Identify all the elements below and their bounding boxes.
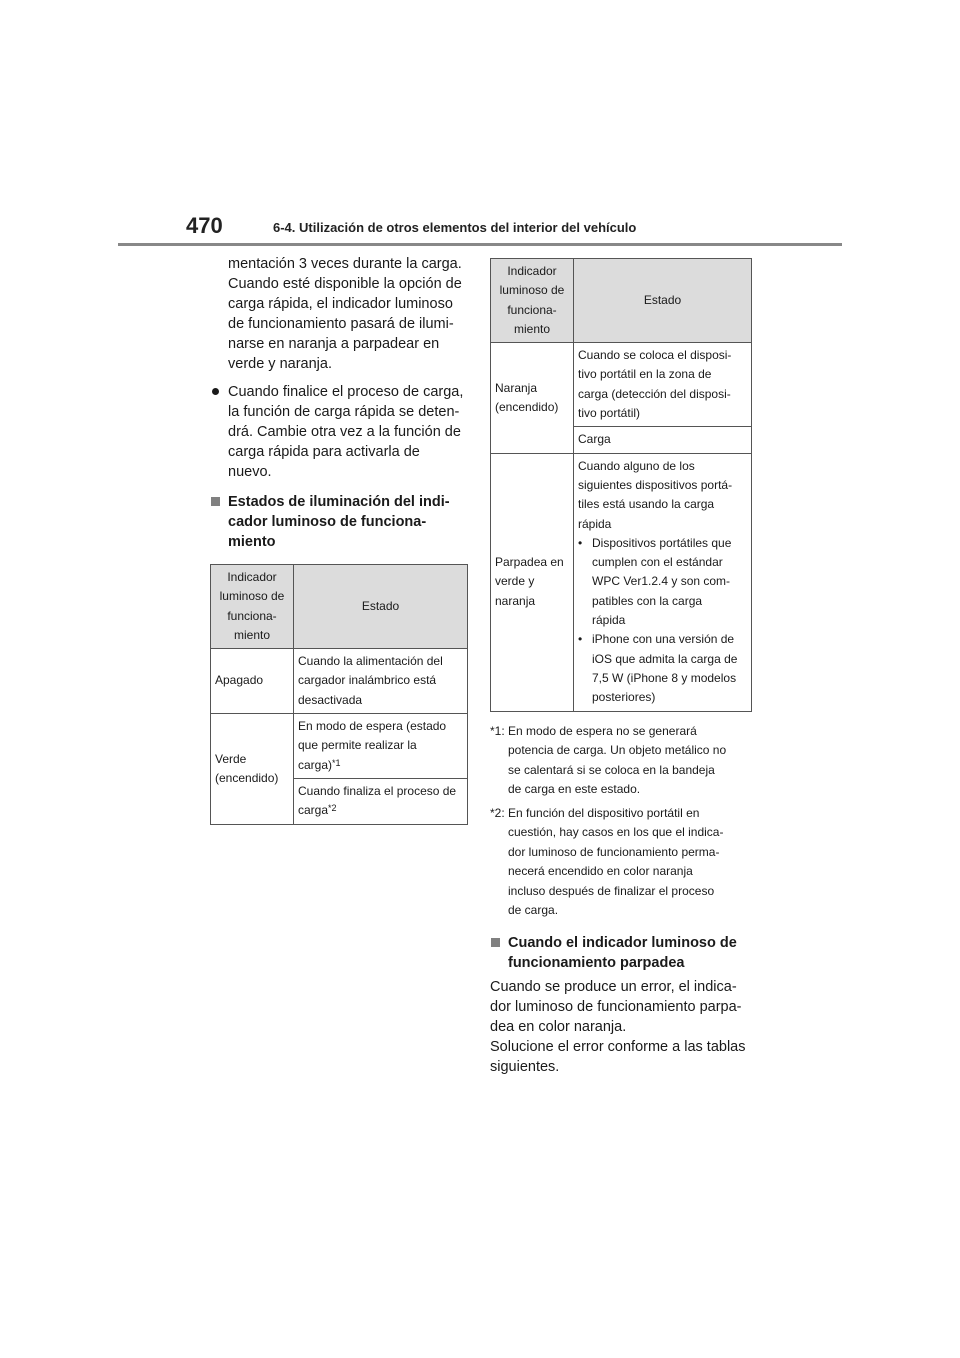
table-row (211, 649, 468, 714)
table-header-row (211, 565, 468, 649)
state-cell: Carga (574, 427, 752, 453)
table-row (491, 453, 752, 711)
page-number: 470 (186, 213, 223, 238)
bullet-icon: • (578, 535, 583, 550)
indicator-cell: Parpadea en verde y naranja (491, 453, 574, 711)
heading-square-icon (491, 938, 500, 947)
state-cell: Cuando la alimentación del cargador inalámbrico está desactivada (294, 649, 468, 714)
indicator-cell: Apagado (211, 649, 294, 714)
bullet-paragraph: Cuando finalice el proceso de carga, la función de carga rápida se deten- drá. Cambie otra vez a la función de carga rápida para activarla de nuevo. (210, 382, 468, 482)
footnote-2: *2: En función del dispositivo portátil en cuestión, hay casos en los que el indica- dor luminoso de funcionamiento perma- necerá encendido en color naranja incluso después de finalizar el proceso de carga. (490, 805, 724, 918)
footnote-mark: *1: (490, 723, 505, 738)
state-table-right (490, 258, 752, 712)
header-state-cell: Estado (574, 259, 752, 343)
section-title: 6-4. Utilización de otros elementos del interior del vehículo (273, 220, 637, 235)
heading-square-icon (211, 497, 220, 506)
table-row (491, 343, 752, 427)
right-column (490, 258, 752, 1077)
header-indicator-cell: Indicador luminoso de funciona- miento (211, 565, 294, 649)
table-row (211, 714, 468, 779)
footnotes (490, 722, 752, 921)
bullet-dot-icon (212, 388, 219, 395)
state-cell: Cuando alguno de los siguientes dispositivos portá- tiles está usando la carga rápida • Dispositivos portátiles que cumplen con el estándar WPC Ver1.2.4 y son com- patibles con la carga rápida • iPhone con una versión de iOS que admita la carga de 7,5 W (iPhone 8 y modelos posteriores) (574, 453, 752, 711)
header-indicator-cell: Indicador luminoso de funciona- miento (491, 259, 574, 343)
footnote-ref: *2 (328, 803, 337, 814)
indicator-cell: Naranja (encendido) (491, 343, 574, 453)
left-column (210, 254, 468, 825)
state-cell: En modo de espera (estado que permite realizar la carga)$^{*1}$ (294, 714, 468, 779)
indicator-cell: Verde (encendido) (211, 714, 294, 824)
header-divider (118, 243, 842, 246)
continuation-paragraph: mentación 3 veces durante la carga. Cuando esté disponible la opción de carga rápida, el indicador luminoso de funcionamiento pasará de ilumi- narse en naranja a parpadear en verde y naranja. (228, 256, 462, 372)
footnote-ref: *1 (332, 757, 341, 768)
table-header-row (491, 259, 752, 343)
section-heading: Estados de iluminación del indi- cador luminoso de funciona- miento (210, 492, 468, 552)
header-state-cell: Estado (294, 565, 468, 649)
list-item: • iPhone con una versión de iOS que admita la carga de 7,5 W (iPhone 8 y modelos posteriores) (578, 632, 738, 705)
state-cell: Cuando finaliza el proceso de carga$^{*2}$ (294, 778, 468, 824)
bullet-icon: • (578, 632, 583, 647)
state-cell: Cuando se coloca el disposi- tivo portátil en la zona de carga (detección del disposi- tivo portátil) (574, 343, 752, 427)
body-paragraph: Cuando se produce un error, el indica- dor luminoso de funcionamiento parpa- dea en color naranja. Solucione el error conforme a las tablas siguientes. (490, 978, 746, 1075)
list-item: • Dispositivos portátiles que cumplen con el estándar WPC Ver1.2.4 y son com- patibles con la carga rápida (578, 535, 732, 628)
section-heading: Cuando el indicador luminoso de funcionamiento parpadea (490, 933, 752, 973)
footnote-1: *1: En modo de espera no se generará potencia de carga. Un objeto metálico no se calentará si se coloca en la bandeja de carga en este estado. (490, 723, 727, 797)
state-table-left (210, 564, 468, 825)
footnote-mark: *2: (490, 805, 505, 820)
